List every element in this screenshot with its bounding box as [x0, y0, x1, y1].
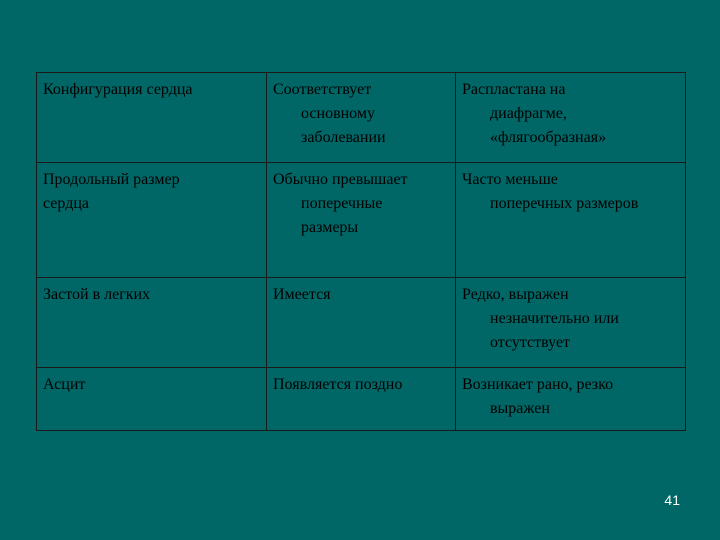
- cell-text: Появляется поздно: [273, 376, 403, 393]
- table-cell: [267, 368, 456, 431]
- table-row: [37, 73, 686, 163]
- comparison-table: [36, 72, 686, 431]
- cell-text: Имеется: [273, 286, 331, 303]
- cell-text: Возникает рано, резко выражен: [462, 376, 614, 417]
- cell-text: Соответствует основному заболевании: [273, 81, 386, 146]
- table-row: [37, 163, 686, 278]
- table-cell: [267, 163, 456, 278]
- table-row: [37, 278, 686, 368]
- cell-text: Редко, выражен незначительно или отсутствует: [462, 286, 619, 351]
- cell-text: Часто меньше поперечных размеров: [462, 171, 639, 212]
- table-cell-label: [37, 163, 267, 278]
- page-number: 41: [664, 492, 680, 508]
- table-cell: [267, 73, 456, 163]
- table-cell: [456, 163, 686, 278]
- table-cell-label: [37, 368, 267, 431]
- row-label: Продольный размер сердца: [43, 171, 180, 212]
- table-cell-label: [37, 278, 267, 368]
- row-label: Конфигурация сердца: [43, 81, 193, 98]
- table-cell: [456, 368, 686, 431]
- table-cell-label: [37, 73, 267, 163]
- row-label: Асцит: [43, 376, 86, 393]
- table-cell: [456, 73, 686, 163]
- cell-text: Распластана на диафрагме, «флягообразная»: [462, 81, 607, 146]
- table-cell: [456, 278, 686, 368]
- row-label: Застой в легких: [43, 286, 151, 303]
- cell-text: Обычно превышает поперечные размеры: [273, 171, 408, 236]
- table-cell: [267, 278, 456, 368]
- table-row: [37, 368, 686, 431]
